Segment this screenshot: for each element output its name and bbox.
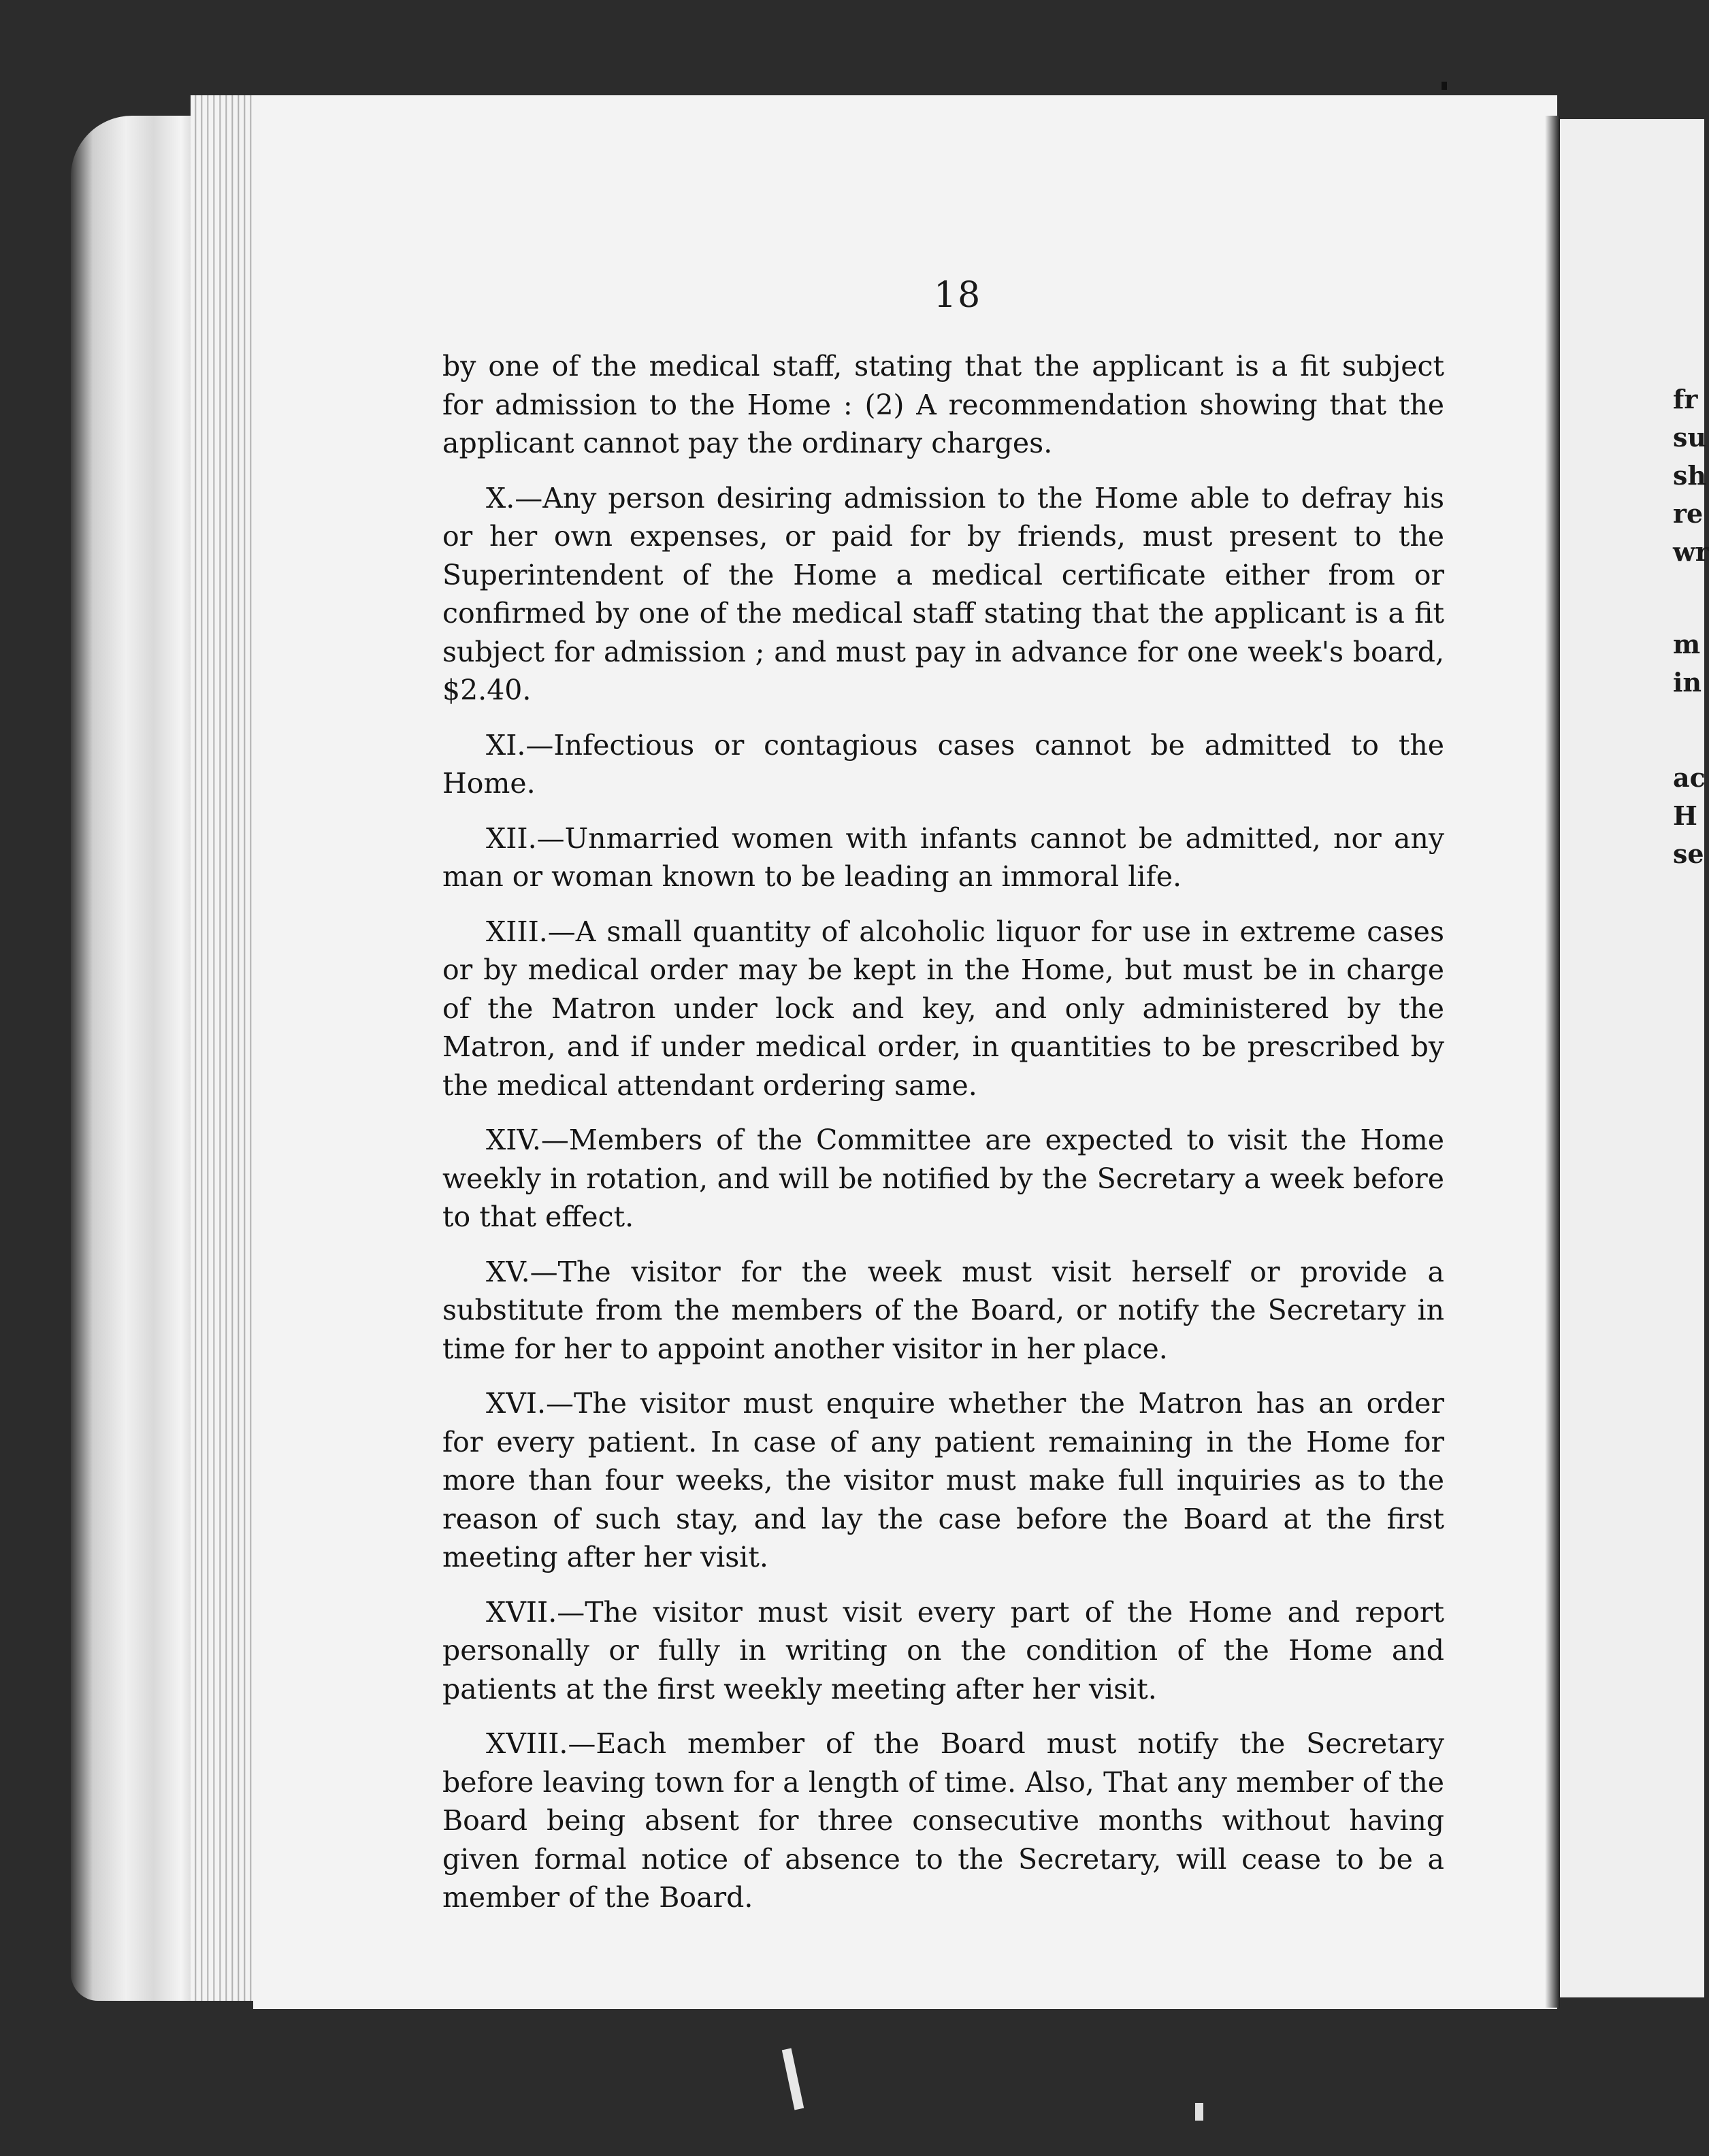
paragraph-rule-xv: XV.—The visitor for the week must visit herself or provide a substitute from the members of the Board, or notify the Secretary in time for her to appoint another visitor in her place.: [442, 1255, 1444, 1365]
paragraph-rule-xvi: XVI.—The visitor must enquire whether the Matron has an order for every patient. In case of any patient remaining in the Home for more than four weeks, the visitor must make full inquiries as to the reason of such stay, and lay the case before the Board at the first meeting after her visit.: [442, 1387, 1444, 1573]
paragraph-rule-xvii: XVII.—The visitor must visit every part of the Home and report personally or fully in writing on the condition of the Home and patients at the first weekly meeting after her visit.: [442, 1595, 1444, 1705]
page-body-text: [442, 347, 1444, 1933]
paragraph-rule-x: X.—Any person desiring admission to the Home able to defray his or her own expenses, or paid for by friends, must present to the Superintendent of the Home a medical certificate either from or confirmed by one of the medical staff stating that the applicant is a fit subject for admission ; and must pay in advance for one week's board, $2.40.: [442, 481, 1444, 706]
facing-page-fragment: sh: [1673, 460, 1707, 491]
facing-page-fragment: re: [1673, 498, 1704, 529]
scan-speck: [1442, 82, 1447, 90]
paragraph-rule-xii: XII.—Unmarried women with infants cannot be admitted, nor any man or woman known to be leading an immoral life.: [442, 821, 1444, 893]
paragraph-rule-xviii: XVIII.—Each member of the Board must notify the Secretary before leaving town for a length of time. Also, That any member of the Board being absent for three consecutive months without having given formal notice of absence to the Secretary, will cease to be a member of the Board.: [442, 1727, 1444, 1914]
paragraph-rule-xiv: XIV.—Members of the Committee are expected to visit the Home weekly in rotation, and will be notified by the Secretary a week before to that effect.: [442, 1124, 1444, 1233]
facing-page-fragment: in: [1673, 667, 1702, 698]
facing-page-fragment: ac: [1673, 762, 1706, 793]
facing-page-fragment: fr: [1673, 384, 1698, 414]
scan-artifact: [1195, 2103, 1203, 2121]
facing-page-fragment: wr: [1673, 536, 1709, 567]
book-gutter: [1545, 116, 1560, 2008]
scan-artifact: [782, 2048, 804, 2110]
paragraph-continuation: by one of the medical staff, stating that the applicant is a fit subject for admission to the Home : (2) A recommendation showing that the applicant cannot pay the ordinary charges.: [442, 350, 1444, 459]
facing-page-fragment: su: [1673, 422, 1707, 453]
facing-page-fragment: H: [1673, 800, 1697, 831]
facing-page-fragment: se: [1673, 838, 1704, 869]
paragraph-rule-xiii: XIII.—A small quantity of alcoholic liquor for use in extreme cases or by medical order may be kept in the Home, but must be in charge of the Matron under lock and key, and only administered by the Matron, and if under medical order, in quantities to be prescribed by the medical attendant ordering same.: [442, 915, 1444, 1102]
page-stack-lines: [191, 95, 259, 2001]
page-number: 18: [934, 275, 982, 316]
paragraph-rule-xi: XI.—Infectious or contagious cases cannot be admitted to the Home.: [442, 728, 1444, 800]
facing-page-fragment: m: [1673, 629, 1701, 659]
